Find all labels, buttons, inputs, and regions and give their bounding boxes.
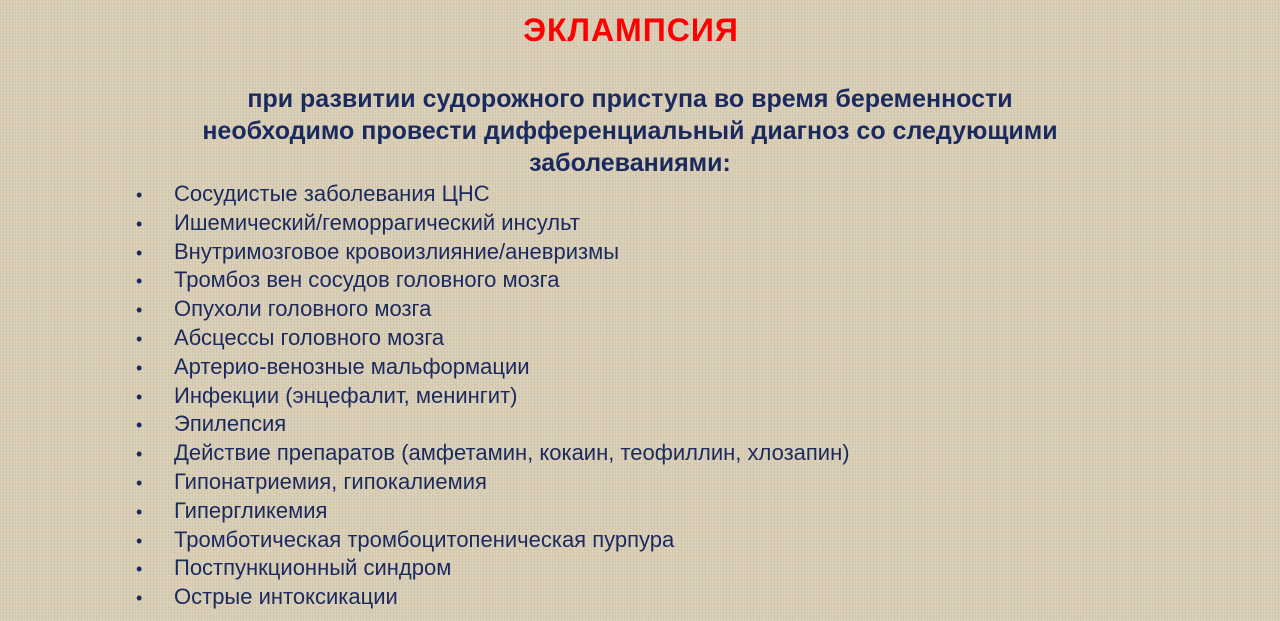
list-item-text: Тромбоз вен сосудов головного мозга	[174, 267, 560, 293]
slide-title: ЭКЛАМПСИЯ	[523, 12, 739, 48]
list-item-text: Абсцессы головного мозга	[174, 324, 445, 350]
list-item	[136, 209, 850, 238]
bullet-icon: •	[136, 501, 143, 522]
subtitle-line: заболеваниями:	[529, 149, 731, 177]
bullet-icon: •	[136, 300, 143, 321]
list-item-text: Сосудистые заболевания ЦНС	[174, 181, 490, 206]
list-item	[136, 497, 850, 526]
bullet-icon: •	[136, 328, 143, 349]
list-item-text: Артерио-венозные мальформации	[174, 353, 530, 379]
list-item-text: Эпилепсия	[174, 411, 287, 437]
list-item	[136, 468, 850, 497]
bullet-icon: •	[136, 530, 143, 551]
bullet-icon: •	[136, 415, 143, 436]
list-item	[136, 382, 850, 411]
subtitle-line: необходимо провести дифференциальный диагноз со следующими	[202, 117, 1058, 145]
slide-subtitle	[150, 83, 1110, 179]
list-item	[136, 583, 850, 612]
list-item-text: Постпункционный синдром	[174, 555, 452, 581]
list-item-text: Острые интоксикации	[174, 584, 398, 610]
list-item-text: Действие препаратов (амфетамин, кокаин, теофиллин, хлозапин)	[174, 440, 850, 466]
list-item	[136, 554, 850, 583]
diagnosis-list	[136, 180, 850, 612]
list-item-text: Гипергликемия	[174, 497, 328, 523]
bullet-icon: •	[136, 559, 143, 580]
list-item	[136, 266, 850, 295]
list-item-text: Инфекции (энцефалит, менингит)	[174, 382, 518, 408]
list-item	[136, 238, 850, 267]
bullet-icon: •	[136, 472, 143, 493]
bullet-icon: •	[136, 271, 143, 292]
list-item-text: Ишемический/геморрагический инсульт	[174, 209, 580, 235]
bullet-icon: •	[136, 242, 143, 263]
bullet-icon: •	[136, 386, 143, 407]
list-item	[136, 295, 850, 324]
list-item	[136, 324, 850, 353]
list-item-text: Гипонатриемия, гипокалиемия	[174, 468, 487, 494]
list-item-text: Внутримозговое кровоизлияние/аневризмы	[174, 238, 620, 264]
list-item	[136, 439, 850, 468]
bullet-icon: •	[136, 213, 143, 234]
bullet-icon: •	[136, 357, 143, 378]
bullet-icon: •	[136, 185, 143, 205]
bullet-icon: •	[136, 588, 143, 609]
list-item-text: Опухоли головного мозга	[174, 296, 432, 322]
subtitle-line: при развитии судорожного приступа во время беременности	[247, 85, 1013, 113]
bullet-icon: •	[136, 444, 143, 465]
list-item	[136, 353, 850, 382]
list-item	[136, 526, 850, 555]
list-item-text: Тромботическая тромбоцитопеническая пурпура	[174, 526, 675, 552]
list-item	[136, 410, 850, 439]
list-item	[136, 180, 850, 209]
